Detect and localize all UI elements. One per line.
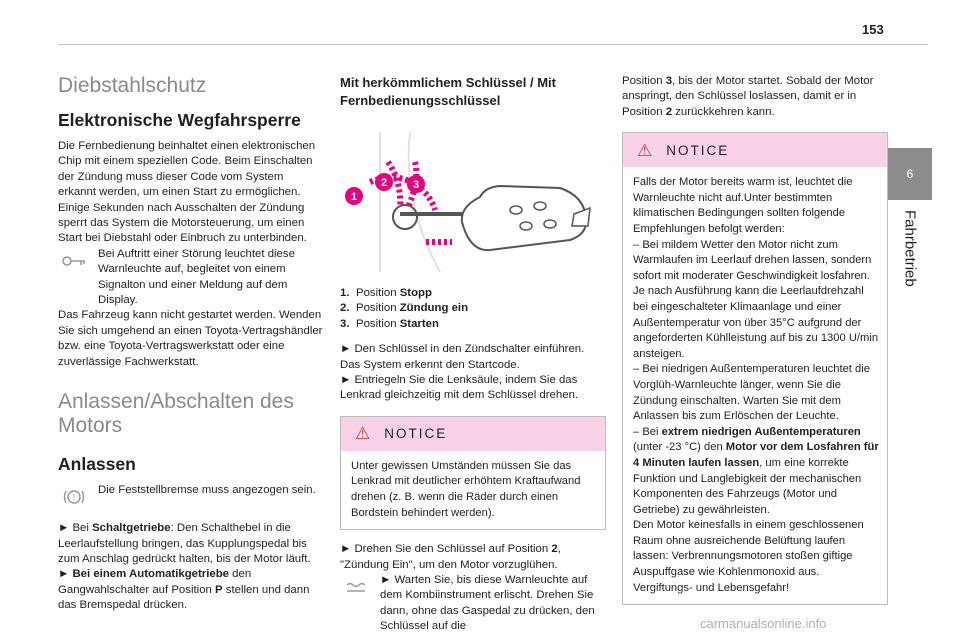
glow-plug-paragraph (340, 573, 606, 635)
step-preheat: ► Drehen Sie den Schlüssel auf Position 2, "Zündung Ein", um den Motor vorzuglühen. (340, 543, 561, 571)
manual-gearbox-step: ► Bei Schaltgetriebe: Den Schalthebel in die Leerlaufstellung bringen, das Kupplungspedal bis zum Anschlag gedrückt halten, bis der Motor läuft. (58, 522, 311, 565)
subsection-title-2: Anlassen (58, 454, 136, 475)
chapter-number: 6 (888, 148, 932, 200)
column-left (58, 64, 324, 614)
paragraph: Die Fernbedienung beinhaltet einen elektronischen Chip mit einem speziellen Code. Beim Einschalten der Zündung muss dieser Code vom System erkannt werden, um einen Start zu ermöglichen. (58, 140, 316, 199)
glow-plug-icon (340, 573, 372, 601)
chapter-label-text: Fahrbetrieb (901, 210, 919, 287)
notice-title: NOTICE (666, 142, 730, 158)
list-item: 1. Position Stopp (340, 287, 432, 299)
notice-header (623, 133, 887, 167)
notice-title: NOTICE (384, 426, 448, 442)
notice-line: – Bei mildem Wetter den Motor nicht zum Warmlaufen im Leerlauf drehen lassen, sondern sofort mit moderater Geschwindigkeit losfahren. Je nach Ausführung kann die Leerlaufdrehzahl bei eingeschalteter Klimaanlage und einer Außentemperatur von über 35°C aufgrund der angeforderten Kühlleistung auf bis zu 1300 U/min ansteigen. (633, 238, 879, 360)
step-insert-key: ► Den Schlüssel in den Zündschalter einführen. Das System erkennt den Startcode. (340, 343, 585, 371)
page-number: 153 (862, 22, 884, 37)
notice-line: – Bei extrem niedrigen Außentemperaturen (unter -23 °C) den Motor vor dem Losfahren für 4 Minuten laufen lassen, um eine korrekte Funktion und Langlebigkeit der mechanischen Komponenten des Fahrzeugs (Motor und Getriebe) zu gewährleisten. (633, 425, 879, 516)
start-paragraph: Position 3, bis der Motor startet. Sobald der Motor anspringt, den Schlüssel loslassen, damit er in Position 2 zurückkehren kann. (622, 75, 874, 118)
subsection-title: Elektronische Wegfahrsperre (58, 110, 301, 130)
warning-triangle-icon: ⚠ (637, 140, 653, 160)
top-rule (58, 44, 928, 45)
paragraph: Bei Auftritt einer Störung leuchtet diese Warnleuchte auf, begleitet von einem Signalton und einer Meldung auf dem Display. (98, 247, 295, 307)
step-unlock-steering: ► Entriegeln Sie die Lenksäule, indem Sie das Lenkrad gleichzeitig mit dem Schlüssel drehen. (340, 374, 579, 402)
watermark: carmanualsonline.info (700, 616, 827, 631)
list-item: 3. Position Starten (340, 317, 439, 330)
callout-3: 3 (412, 179, 420, 191)
section-title-2: Anlassen/Abschalten des Motors (58, 390, 294, 438)
brake-note (58, 483, 324, 513)
svg-text:!: ! (72, 493, 76, 503)
paragraph: Das Fahrzeug kann nicht gestartet werden. Wenden Sie sich umgehend an einen Toyota-Vertragshändler bzw. eine Toyota-Vertragswerkstatt oder eine zuverlässige Fachwerkstatt. (58, 309, 323, 368)
ignition-title: Mit herkömmlichem Schlüssel / Mit Fernbedienungsschlüssel (340, 75, 556, 108)
notice-body: Unter gewissen Umständen müssen Sie das Lenkrad mit deutlicher erhöhtem Kraftaufwand drehen (z. B. wenn die Räder durch einen Bordstein behindert werden). (341, 451, 605, 529)
section-title: Diebstahlschutz (58, 74, 207, 97)
notice-box-2 (622, 132, 888, 605)
callout-1: 1 (350, 191, 358, 203)
notice-header (341, 417, 605, 451)
warning-light-paragraph (58, 247, 324, 309)
paragraph: ► Warten Sie, bis diese Warnleuchte auf dem Kombiinstrument erlischt. Drehen Sie dann, ohne das Gaspedal zu drücken, den Schlüssel auf die (380, 574, 595, 633)
chapter-label (888, 200, 932, 350)
notice-box (340, 416, 606, 530)
notice-line: Falls der Motor bereits warm ist, leuchtet die Warnleuchte nicht auf.Unter bestimmten klimatischen Bedingungen sollten folgende Empfehlungen befolgt werden: (633, 176, 853, 235)
paragraph: Einige Sekunden nach Ausschalten der Zündung sperrt das System die Motorsteuerung, um einen Start bei Diebstahl oder Einbruch zu unterbinden. (58, 201, 307, 245)
parking-brake-icon (58, 483, 90, 511)
auto-gearbox-step: ► Bei einem Automatikgetriebe den Gangwahlschalter auf Position P stellen und dann das Bremspedal drücken. (58, 568, 310, 612)
key-warning-icon (58, 247, 90, 275)
key-ignition-illustration (340, 122, 606, 272)
warning-triangle-icon: ⚠ (355, 424, 371, 444)
column-middle (340, 74, 606, 635)
notice-line: – Bei niedrigen Außentemperaturen leuchtet die Vorglüh-Warnleuchte länger, wenn Sie die Zündung einschalten. Warten Sie mit dem Anlassen bis zum Erlöschen der Leuchte. (633, 363, 870, 423)
notice-body (623, 167, 887, 604)
callout-2: 2 (380, 177, 388, 189)
list-item: 2. Position Zündung ein (340, 302, 469, 315)
notice-line: Den Motor keinesfalls in einem geschlossenen Raum ohne ausreichende Belüftung laufen lassen: Verbrennungsmotoren stoßen giftige Auspuffgase wie Kohlenmonoxid aus. Vergiftungs- und Lebensgefahr! (633, 519, 864, 594)
paragraph: Die Feststellbremse muss angezogen sein. (98, 484, 316, 497)
position-list (340, 286, 606, 332)
column-right (622, 74, 888, 617)
